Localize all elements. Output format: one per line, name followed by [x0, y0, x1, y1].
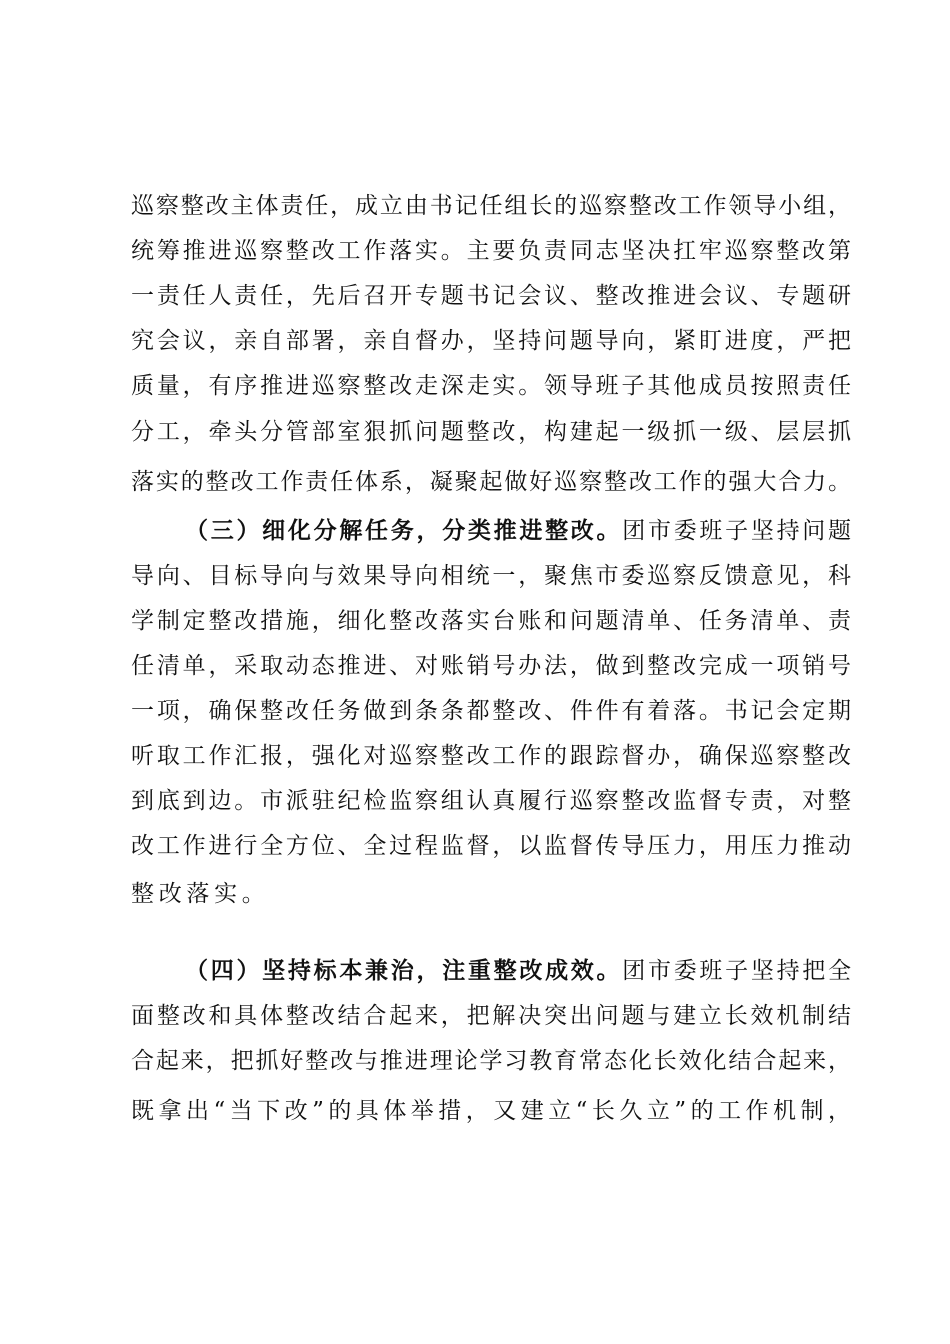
paragraph-2-first-line-text: 团市委班子坚持问题 — [622, 518, 852, 544]
paragraph-2-line-4: 任清单，采取动态推进、对账销号办法，做到整改完成一项销号 — [131, 653, 851, 679]
paragraph-1-line-6: 分工，牵头分管部室狠抓问题整改，构建起一级抓一级、层层抓 — [131, 419, 851, 445]
paragraph-1-line-5: 质量，有序推进巡察整改走深走实。领导班子其他成员按照责任 — [131, 373, 851, 399]
paragraph-1-line-3: 一责任人责任，先后召开专题书记会议、整改推进会议、专题研 — [131, 283, 851, 309]
paragraph-3-first-line — [185, 953, 851, 989]
paragraph-2-line-8: 改工作进行全方位、全过程监督，以监督传导压力，用压力推动 — [131, 833, 851, 859]
paragraph-2-line-2: 导向、目标导向与效果导向相统一，聚焦市委巡察反馈意见，科 — [131, 563, 851, 589]
paragraph-1-line-7: 落实的整改工作责任体系，凝聚起做好巡察整改工作的强大合力。 — [131, 469, 851, 495]
paragraph-3-line-4: 既拿出“当下改”的具体举措，又建立“长久立”的工作机制， — [131, 1098, 851, 1124]
section-3-heading: （三）细化分解任务，分类推进整改。 — [185, 518, 623, 544]
paragraph-2-line-5: 一项，确保整改任务做到条条都整改、件件有着落。书记会定期 — [131, 698, 851, 724]
paragraph-2-line-7: 到底到边。市派驻纪检监察组认真履行巡察整改监督专责，对整 — [131, 788, 851, 814]
paragraph-3-line-2: 面整改和具体整改结合起来，把解决突出问题与建立长效机制结 — [131, 1003, 851, 1029]
paragraph-1-line-2: 统筹推进巡察整改工作落实。主要负责同志坚决扛牢巡察整改第 — [131, 238, 851, 264]
paragraph-1-line-4: 究会议，亲自部署，亲自督办，坚持问题导向，紧盯进度，严把 — [131, 328, 851, 354]
paragraph-3-line-3: 合起来，把抓好整改与推进理论学习教育常态化长效化结合起来， — [131, 1048, 851, 1074]
paragraph-2-line-6: 听取工作汇报，强化对巡察整改工作的跟踪督办，确保巡察整改 — [131, 743, 851, 769]
paragraph-1-line-1: 巡察整改主体责任，成立由书记任组长的巡察整改工作领导小组， — [131, 193, 851, 219]
paragraph-3-first-line-text: 团市委班子坚持把全 — [622, 958, 852, 984]
paragraph-2-line-3: 学制定整改措施，细化整改落实台账和问题清单、任务清单、责 — [131, 608, 851, 634]
paragraph-2-first-line — [185, 513, 851, 549]
paragraph-2-line-9: 整改落实。 — [131, 881, 270, 907]
section-4-heading: （四）坚持标本兼治，注重整改成效。 — [185, 958, 623, 984]
